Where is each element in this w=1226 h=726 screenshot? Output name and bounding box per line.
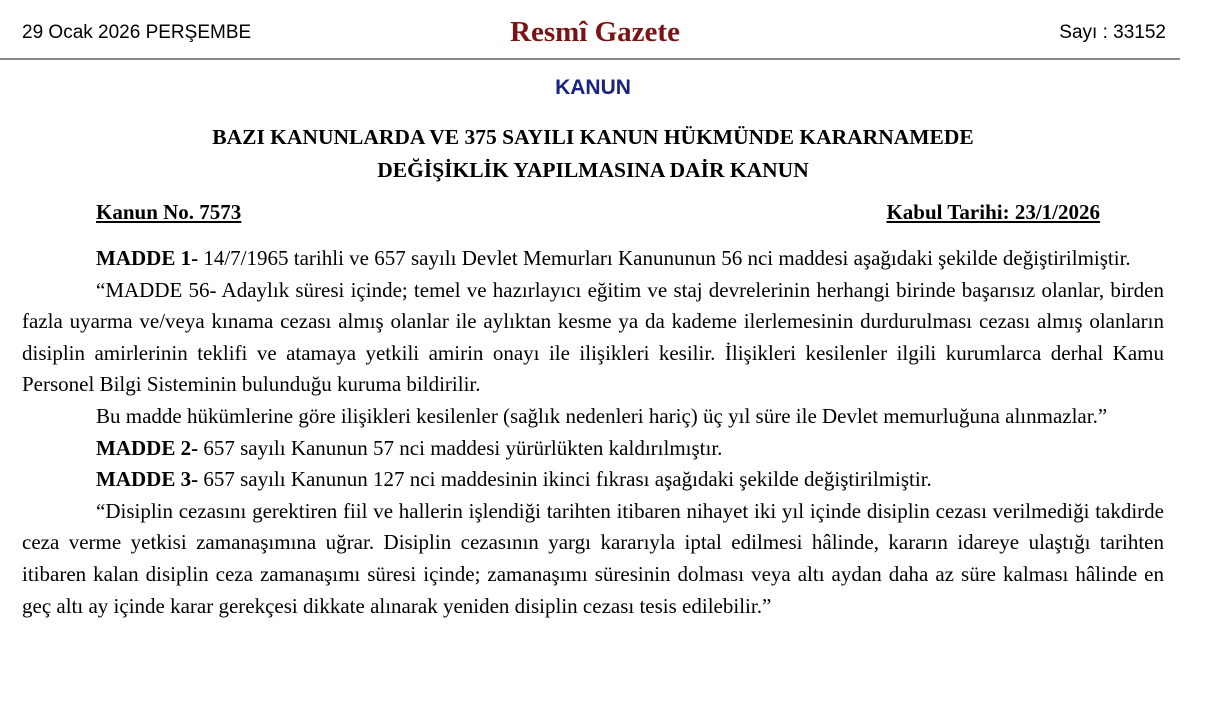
paragraph — [22, 243, 1164, 275]
paragraph-text: 657 sayılı Kanunun 127 nci maddesinin ikinci fıkrası aşağıdaki şekilde değiştirilmiştir. — [198, 467, 932, 492]
acceptance-date: Kabul Tarihi: 23/1/2026 — [886, 200, 1100, 224]
law-title-line-1: BAZI KANUNLARDA VE 375 SAYILI KANUN HÜKMÜNDE KARARNAMEDE — [212, 125, 974, 149]
law-title-line-2: DEĞİŞİKLİK YAPILMASINA DAİR KANUN — [377, 158, 809, 182]
gazette-title: Resmî Gazete — [510, 16, 680, 48]
law-number: Kanun No. 7573 — [96, 200, 242, 224]
paragraph-text: “MADDE 56- Adaylık süresi içinde; temel ve hazırlayıcı eğitim ve staj devrelerinin herhangi birinde başarısız olanlar, birden fazla uyarma ve/veya kınama cezası almış olanlar ile aylıktan kesme ya da kademe ilerlemesinin durdurulması cezası almış olanların disiplin amirlerinin teklifi ve atamaya yetkili amirin onayı ile ilişikleri kesilir. İlişikleri kesilenler ilgili kurumlarca derhal Kamu Personel Bilgi Sisteminin bulunduğu kuruma bildirilir. — [22, 277, 1164, 397]
law-title — [0, 121, 1186, 187]
paragraph — [22, 496, 1164, 622]
paragraph — [22, 275, 1164, 401]
paragraph-text: 14/7/1965 tarihli ve 657 sayılı Devlet Memurları Kanununun 56 nci maddesi aşağıdaki şekilde değiştirilmiştir. — [198, 246, 1131, 270]
law-body — [22, 243, 1164, 622]
page-header — [0, 0, 1180, 60]
article-label: MADDE 3- — [96, 467, 199, 492]
section-heading: KANUN — [555, 76, 631, 99]
paragraph — [22, 433, 1164, 465]
paragraph — [22, 464, 1164, 496]
paragraph-text: “Disiplin cezasını gerektiren fiil ve hallerin işlendiği tarihten itibaren nihayet iki yıl içinde disiplin cezası verilmediği takdirde ceza verme yetkisi zamanaşımına uğrar. Disiplin cezasının yargı kararıyla iptal edilmesi hâlinde, kararın idareye ulaştığı tarihten itibaren kalan disiplin ceza zamanaşımı süresi içinde; zamanaşımı süresinin dolması veya altı aydan daha az süre kalması hâlinde en geç altı ay içinde karar gerekçesi dikkate alınarak yeniden disiplin cezası tesis edilebilir.” — [22, 498, 1164, 618]
paragraph-text: 657 sayılı Kanunun 57 nci maddesi yürürlükten kaldırılmıştır. — [198, 435, 723, 460]
article-label: MADDE 2- — [96, 435, 199, 460]
paragraph-text: Bu madde hükümlerine göre ilişikleri kesilenler (sağlık nedenleri hariç) üç yıl süre ile Devlet memurluğuna alınmazlar.” — [96, 403, 1108, 428]
paragraph — [22, 401, 1164, 433]
issue-number: Sayı : 33152 — [1059, 22, 1166, 43]
article-label: MADDE 1- — [96, 246, 199, 270]
issue-date: 29 Ocak 2026 PERŞEMBE — [22, 22, 252, 43]
